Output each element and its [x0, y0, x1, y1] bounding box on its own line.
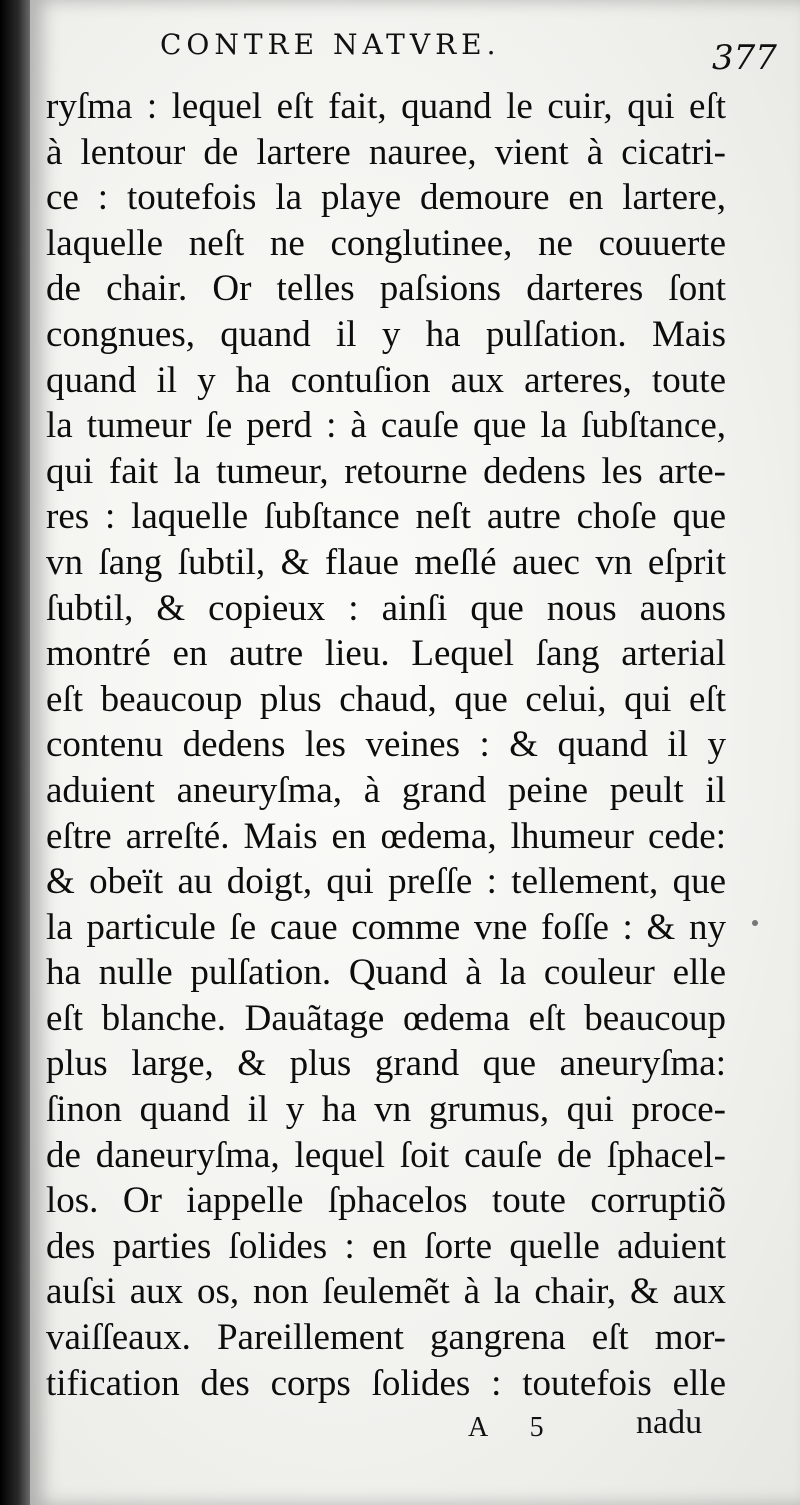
text-line: vn ſang ſubtil, & flaue meſlé auec vn eſprit	[46, 541, 726, 583]
signature-mark: A 5	[468, 1412, 562, 1443]
text-line: la particule ſe caue comme vne foſſe : & ny	[46, 906, 726, 948]
text-line: & obeït au doigt, qui preſſe : tellement, que	[46, 861, 726, 903]
text-line: eſt beaucoup plus chaud, que celui, qui eſt	[46, 678, 726, 720]
text-line: ha nulle pulſation. Quand à la couleur elle	[46, 952, 726, 994]
page-number: 377	[712, 38, 777, 78]
text-line: ce : toutefois la playe demoure en lartere,	[46, 177, 726, 219]
text-line: de chair. Or telles paſsions darteres ſont	[46, 268, 726, 310]
text-line: ryſma : lequel eſt fait, quand le cuir, qui eſt	[46, 86, 726, 127]
text-line: eſt blanche. Dauãtage œdema eſt beaucoup	[46, 997, 726, 1039]
text-line: à lentour de lartere nauree, vient à cicatri-	[46, 131, 726, 173]
text-line: la tumeur ſe perd : à cauſe que la ſubſtance,	[46, 405, 726, 447]
text-line: ſinon quand il y ha vn grumus, qui proce-	[46, 1089, 726, 1131]
running-title: CONTRE NATVRE.	[160, 28, 501, 61]
body-text-block	[46, 84, 726, 1406]
text-line: ſubtil, & copieux : ainſi que nous auons	[46, 587, 726, 629]
text-line: aduient aneuryſma, à grand peine peult il	[46, 769, 726, 811]
text-line: eſtre arreſté. Mais en œdema, lhumeur cede:	[46, 815, 726, 857]
text-line: congnues, quand il y ha pulſation. Mais	[46, 313, 726, 355]
text-line: quand il y ha contuſion aux arteres, toute	[46, 359, 726, 401]
catchword: nadu	[636, 1404, 703, 1441]
text-line: des parties ſolides : en ſorte quelle aduient	[46, 1225, 726, 1267]
text-line: montré en autre lieu. Lequel ſang arterial	[46, 633, 726, 675]
text-line: laquelle neſt ne conglutinee, ne couuerte	[46, 222, 726, 264]
page-gutter-shadow	[0, 0, 30, 1505]
margin-dot	[752, 920, 758, 926]
text-line: res : laquelle ſubſtance neſt autre choſe que	[46, 496, 726, 538]
text-line: de daneuryſma, lequel ſoit cauſe de ſphacel-	[46, 1134, 726, 1176]
text-line: plus large, & plus grand que aneuryſma:	[46, 1043, 726, 1085]
text-line: qui fait la tumeur, retourne dedens les arte-	[46, 450, 726, 492]
text-line: vaiſſeaux. Pareillement gangrena eſt mor-	[46, 1317, 726, 1359]
text-line: los. Or iappelle ſphacelos toute corruptiõ	[46, 1180, 726, 1222]
text-line: auſsi aux os, non ſeulemẽt à la chair, & aux	[46, 1271, 726, 1313]
text-line: contenu dedens les veines : & quand il y	[46, 724, 726, 766]
text-line: tification des corps ſolides : toutefois elle	[46, 1362, 726, 1404]
